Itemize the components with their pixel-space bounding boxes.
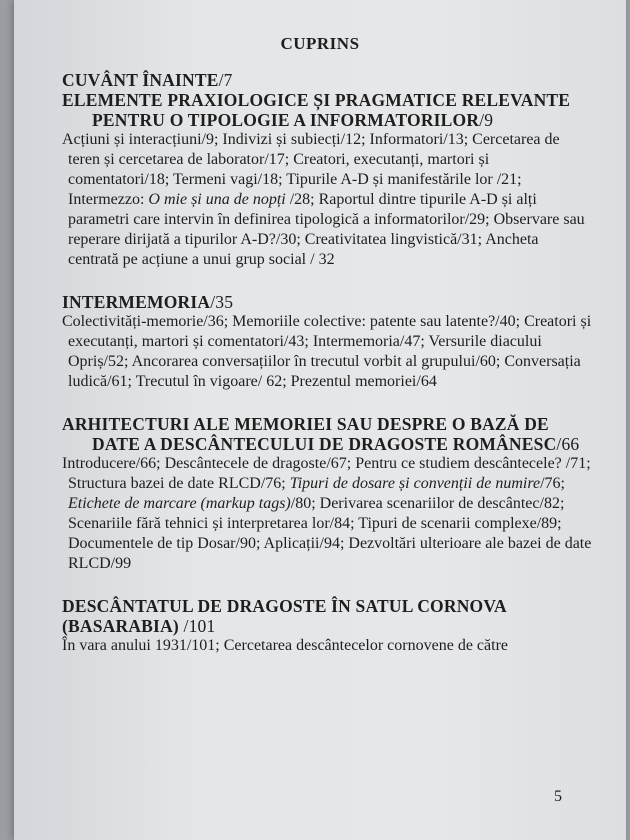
entries-text-2: /28; Raportul dintre tipurile A-D și alți parametri care intervin în definirea tipologică a informatorilor/29; Observare sau reperare dirijată a tipurilor A-D?/30; Creativitatea lingvistică/31; Ancheta centrată pe acțiune a unui grup social / 32	[68, 191, 585, 268]
heading-continuation	[62, 434, 592, 454]
toc-section-3	[62, 292, 592, 392]
heading-continuation	[62, 616, 592, 636]
section-heading	[62, 596, 592, 636]
page-title: CUPRINS	[280, 34, 360, 53]
heading-text: ELEMENTE PRAXIOLOGICE ȘI PRAGMATICE RELEVANTE	[62, 90, 571, 110]
toc-section-1	[62, 70, 592, 90]
toc-section-5	[62, 596, 592, 656]
section-entries	[62, 130, 592, 270]
heading-page: /7	[218, 70, 233, 90]
heading-page: /66	[556, 434, 580, 454]
book-page	[14, 0, 626, 840]
heading-text-2: DATE A DESCÂNTECULUI DE DRAGOSTE ROMÂNESC	[92, 434, 557, 454]
toc-section-2	[62, 90, 592, 270]
heading-text: INTERMEMORIA	[62, 292, 211, 312]
section-heading	[62, 70, 592, 90]
section-entries: În vara anului 1931/101; Cercetarea descântecelor cornovene de către	[62, 637, 508, 654]
heading-text: CUVÂNT ÎNAINTE	[62, 70, 219, 90]
page-number: 5	[554, 788, 562, 805]
table-of-contents	[62, 70, 592, 656]
section-entries	[62, 454, 592, 574]
entries-text: Introducere/66; Descântecele de dragoste/67; Pentru ce studiem descântecele? /71; Structura bazei de date RLCD/76;	[62, 455, 591, 492]
heading-text: ARHITECTURI ALE MEMORIEI SAU DESPRE O BAZĂ DE	[62, 414, 549, 434]
entries-italic: Tipuri de dosare și convenții de numire	[289, 475, 541, 492]
entries-text-2: /76;	[540, 475, 565, 492]
section-heading	[62, 90, 592, 130]
entries-text: Acțiuni și interacțiuni/9; Indivizi și subiecți/12; Informatori/13; Cercetarea de teren și cercetarea de laborator/17; Creatori, executanți, martori și comentatori/18; Termeni vagi/18; Tipurile A-D și manifestările lor /21; Intermezzo:	[62, 131, 560, 208]
heading-page: /101	[178, 616, 216, 636]
section-entries: Colectivități-memorie/36; Memoriile colective: patente sau latente?/40; Creatori și executanți, martori și comentatori/43; Intermemoria/47; Versurile diacului Opriș/52; Ancorarea conversațiilor în trecutul vorbit al grupului/60; Conversația ludică/61; Trecutul în vigoare/ 62; Prezentul memoriei/64	[62, 313, 592, 390]
heading-continuation	[62, 110, 592, 130]
heading-page: /35	[210, 292, 234, 312]
entries-italic: O mie și una de nopți	[148, 191, 286, 208]
heading-text-2: (BASARABIA)	[62, 616, 179, 636]
section-heading	[62, 414, 592, 454]
section-heading	[62, 292, 592, 312]
entries-text-3: /80; Derivarea scenariilor de descântec/82; Scenariile fără tehnici și interpretarea lor/84; Tipuri de scenarii complexe/89; Documentele de tip Dosar/90; Aplicații/94; Dezvoltări ulterioare ale bazei de date RLCD/99	[68, 495, 592, 572]
heading-text: DESCÂNTATUL DE DRAGOSTE ÎN SATUL CORNOVA	[62, 596, 507, 616]
toc-section-4	[62, 414, 592, 574]
heading-page: /9	[479, 110, 494, 130]
heading-text-2: PENTRU O TIPOLOGIE A INFORMATORILOR	[92, 110, 480, 130]
entries-italic-2: Etichete de marcare (markup tags)	[68, 495, 291, 512]
